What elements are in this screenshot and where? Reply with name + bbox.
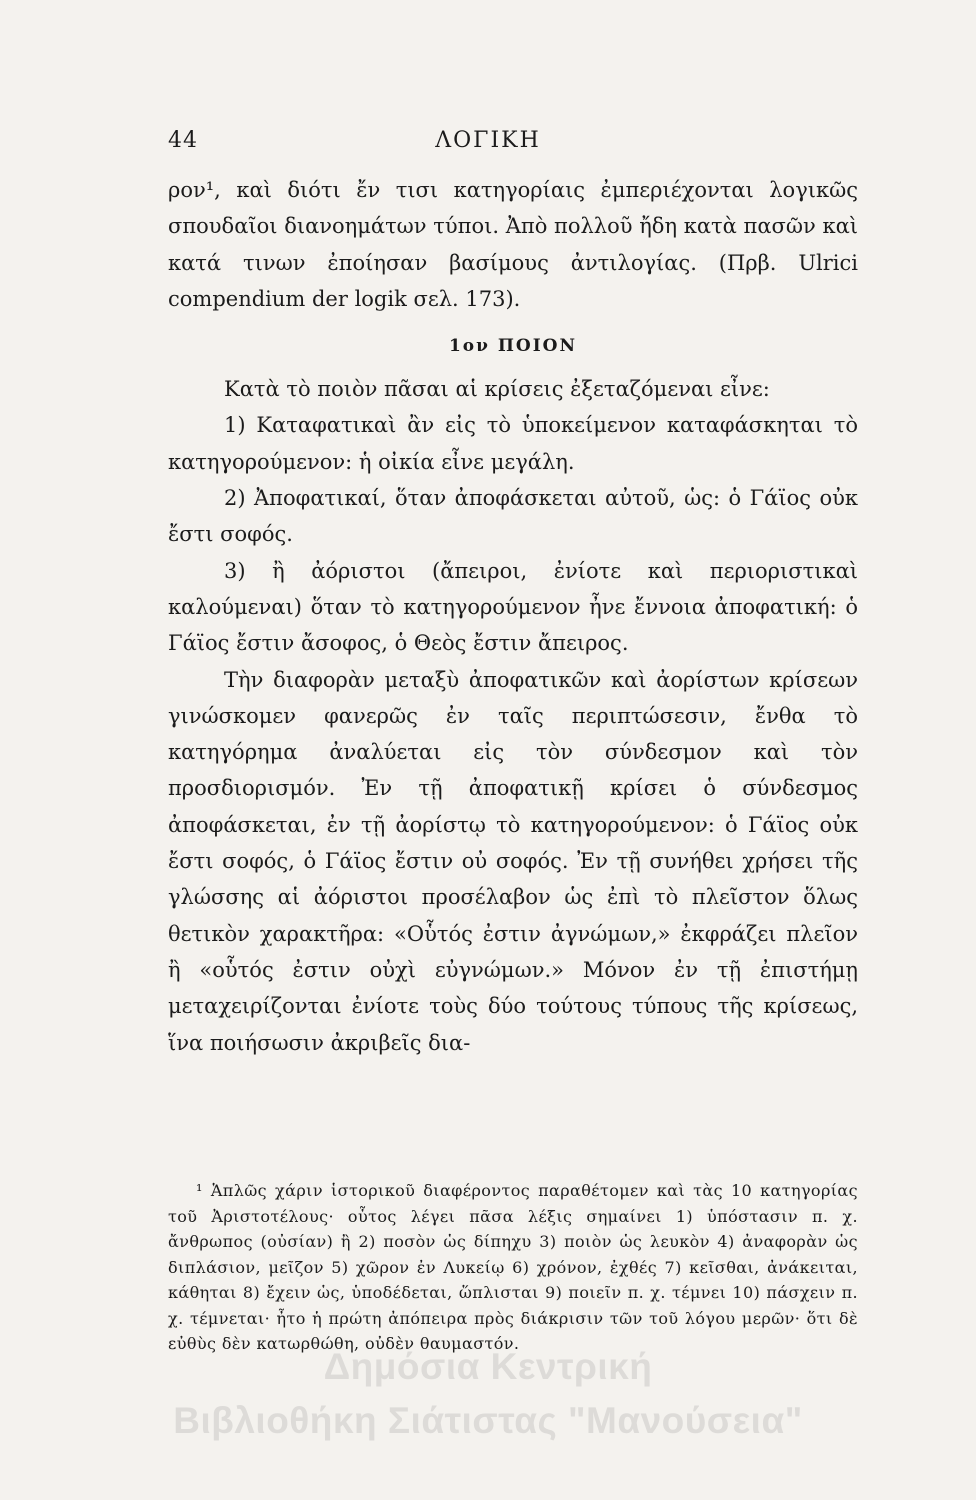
- paragraph-indefinite: 3) ἢ ἀόριστοι (ἄπειροι, ἐνίοτε καὶ περιοριστικαὶ καλούμεναι) ὅταν τὸ κατηγορούμενον ἦνε ἔννοια ἀποφατική: ὁ Γάϊος ἔστιν ἄσοφος, ὁ Θεὸς ἔστιν ἄπειρος.: [168, 558, 858, 656]
- paragraph-affirmative: 1) Καταφατικαὶ ἂν εἰς τὸ ὑποκείμενον καταφάσκηται τὸ κατηγορούμενον: ἡ οἰκία εἶνε μεγάλη.: [168, 413, 858, 474]
- paragraph-quality: Κατὰ τὸ ποιὸν πᾶσαι αἱ κρίσεις ἐξεταζόμεναι εἶνε:: [224, 377, 770, 402]
- paragraph-negative: 2) Ἀποφατικαί, ὅταν ἀποφάσκεται αὐτοῦ, ὡς: ὁ Γάϊος οὐκ ἔστι σοφός.: [168, 486, 858, 547]
- paragraph-difference: Τὴν διαφορὰν μεταξὺ ἀποφατικῶν καὶ ἀορίστων κρίσεων γινώσκομεν φανερῶς ἐν ταῖς περιπτώσεσιν, ἔνθα τὸ κατηγόρημα ἀναλύεται εἰς τὸν σύνδεσμον καὶ τὸν προσδιορισμόν. Ἐν τῇ ἀποφατικῇ κρίσει ὁ σύνδεσμος ἀποφάσκεται, ἐν τῇ ἀορίστῳ τὸ κατηγορούμενον: ὁ Γάϊος οὐκ ἔστι σοφός, ὁ Γάϊος ἔστιν οὐ σοφός. Ἐν τῇ συνήθει χρήσει τῆς γλώσσης αἱ ἀόριστοι προσέλαβον ὡς ἐπὶ τὸ πλεῖστον ὅλως θετικὸν χαρακτῆρα: «Οὗτός ἐστιν ἀγνώμων,» ἐκφράζει πλεῖον ἢ «οὗτός ἐστιν οὐχὶ εὐγνώμων.» Μόνον ἐν τῇ ἐπιστήμῃ μεταχειρίζονται ἐνίοτε τοὺς δύο τούτους τύπους τῆς κρίσεως, ἵνα ποιήσωσιν ἀκριβεῖς δια-: [168, 667, 858, 1055]
- intro-paragraph: ρον¹, καὶ διότι ἔν τισι κατηγορίαις ἐμπεριέχονται λογικῶς σπουδαῖοι διανοημάτων τύποι. Ἀπὸ πολλοῦ ἤδη κατὰ πασῶν καὶ κατά τινων ἐποίησαν βασίμους ἀντιλογίας. (Πρβ. Ulrici compendium der logik σελ. 173).: [168, 178, 858, 311]
- page-number: 44: [168, 128, 198, 153]
- footnote-block: [168, 1178, 858, 1357]
- watermark-line-2: Βιβλιοθήκη Σιάτιστας "Μανούσεια": [173, 1400, 803, 1441]
- section-heading: 1ον ΠΟΙΟΝ: [448, 336, 578, 357]
- library-watermark: [0, 1340, 976, 1448]
- watermark-line-1: Δημόσια Κεντρική: [323, 1346, 653, 1387]
- body-text: [168, 172, 858, 1061]
- running-title: ΛΟΓΙΚΗ: [435, 128, 541, 153]
- footnote-1: ¹ Ἁπλῶς χάριν ἱστορικοῦ διαφέροντος παραθέτομεν καὶ τὰς 10 κατηγορίας τοῦ Ἀριστοτέλους· οὗτος λέγει πᾶσα λέξις σημαίνει 1) ὑπόστασιν π. χ. ἄνθρωπος (οὐσίαν) ἢ 2) ποσὸν ὡς δίπηχυ 3) ποιὸν ὡς λευκὸν 4) ἀναφορὰν ὡς διπλάσιον, μεῖζον 5) χῶρον ἐν Λυκείῳ 6) χρόνον, ἐχθές 7) κεῖσθαι, ἀνάκειται, κάθηται 8) ἔχειν ὡς, ὑποδέδεται, ὥπλισται 9) ποιεῖν π. χ. τέμνει 10) πάσχειν π. χ. τέμνεται· ἦτο ἡ πρώτη ἀπόπειρα πρὸς διάκρισιν τῶν τοῦ λόγου μερῶν· ὅτι δὲ εὐθὺς δὲν κατωρθώθη, οὐδὲν θαυμαστόν.: [168, 1181, 858, 1353]
